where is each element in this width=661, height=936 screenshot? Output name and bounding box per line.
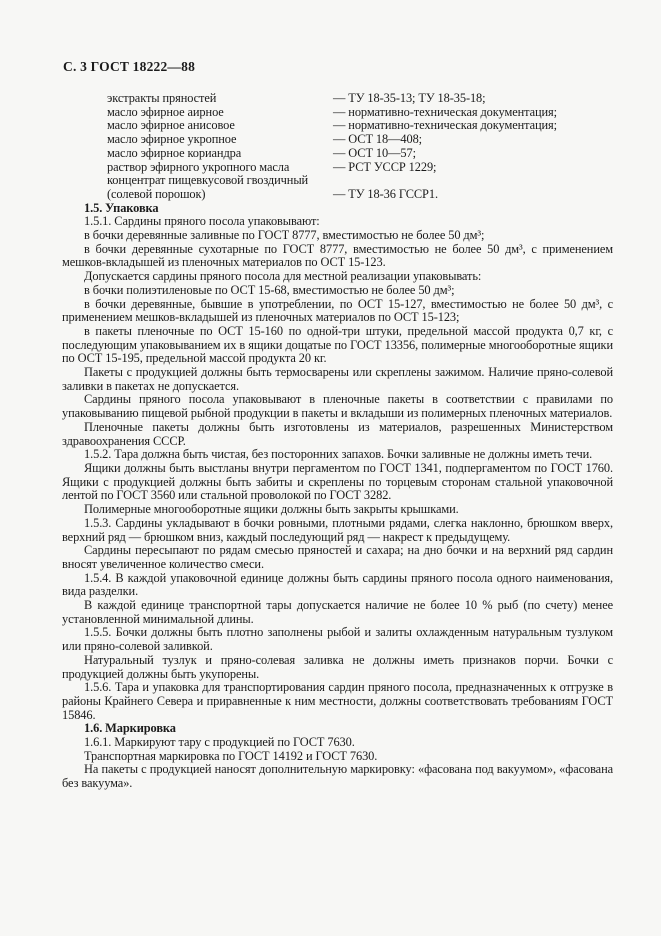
reference-value [333, 174, 613, 188]
reference-list-item [62, 188, 613, 202]
reference-label: масло эфирное кориандра [107, 145, 242, 160]
paragraph: 1.5.4. В каждой упаковочной единице должны быть сардины пряного посола одного наименования, вида разделки. [62, 570, 613, 599]
paragraph: Пленочные пакеты должны быть изготовлены из материалов, разрешенных Министерством здравоохранения СССР. [62, 419, 613, 448]
reference-list [62, 92, 613, 202]
paragraph: На пакеты с продукцией наносят дополнительную маркировку: «фасована под вакуумом», «фасована без вакуума». [62, 762, 613, 791]
reference-value: — РСТ УССР 1229; [333, 159, 437, 174]
paragraph: в бочки деревянные, бывшие в употреблении, по ОСТ 15-127, вместимостью не более 50 дм³, с применением мешков-вкладышей из пленочных материалов по ОСТ 15-123; [62, 296, 613, 325]
reference-label: экстракты пряностей [107, 91, 217, 105]
reference-label: масло эфирное укропное [107, 132, 237, 147]
reference-list-item [62, 174, 613, 188]
paragraph: Натуральный тузлук и пряно-солевая заливка не должны иметь признаков порчи. Бочки с продукцией должны быть укупорены. [62, 652, 613, 681]
paragraph: в бочки деревянные сухотарные по ГОСТ 8777, вместимостью не более 50 дм³, с применением мешков-вкладышей из пленочных материалов по ОСТ 15-123. [62, 241, 613, 270]
paragraph: Сардины пересыпают по рядам смесью пряностей и сахара; на дно бочки и на верхний ряд сардин вносят увеличенное количество смеси. [62, 543, 613, 571]
paragraph: в бочки деревянные заливные по ГОСТ 8777, вместимостью не более 50 дм³; [84, 228, 485, 243]
reference-value: — нормативно-техническая документация; [333, 118, 557, 133]
paragraph: В каждой единице транспортной тары допускается наличие не более 10 % рыб (по счету) менее установленной минимальной длины. [62, 598, 613, 626]
reference-value: — ТУ 18-35-13; ТУ 18-35-18; [333, 91, 486, 105]
document-body [62, 92, 613, 791]
paragraph: Ящики должны быть выстланы внутри пергаментом по ГОСТ 1341, подпергаментом по ГОСТ 1760. Ящики с продукцией должны быть забиты и скреплены по торцевым сторонам стальной упаковочной лентой по ГОСТ 3560 или стальной проволокой по ГОСТ 3282. [62, 460, 613, 503]
reference-value: — нормативно-техническая документация; [333, 104, 557, 119]
reference-list-item [62, 92, 613, 106]
paragraph: Сардины пряного посола упаковывают в пленочные пакеты в соответствии с правилами по упаковыванию пищевой рыбной продукции в пакеты и вкладыши из полимерных пленочных материалов. [62, 392, 613, 421]
paragraph: 1.5.6. Тара и упаковка для транспортирования сардин пряного посола, предназначенных к отгрузке в районы Крайнего Севера и приравненные к ним местности, должны соответствовать требованиям ГОСТ 15846. [62, 680, 613, 722]
section-heading-markirovka: 1.6. Маркировка [84, 721, 176, 736]
reference-list-item [62, 147, 613, 161]
paragraph: 1.5.5. Бочки должны быть плотно заполнены рыбой и залиты охлажденным натуральным тузлуком или пряно-солевой заливкой. [62, 625, 613, 654]
reference-label: раствор эфирного укропного масла [107, 159, 290, 174]
paragraph: в пакеты пленочные по ОСТ 15-160 по одной-три штуки, предельной массой продукта 0,7 кг, с последующим упаковыванием их в ящики дощатые по ГОСТ 13356, полимерные многооборотные ящики по ОСТ 15-195, предельной массой продукта 20 кг. [62, 323, 613, 366]
reference-list-item [62, 133, 613, 147]
paragraph: 1.5.2. Тара должна быть чистая, без посторонних запахов. Бочки заливные не должны иметь течи. [84, 447, 593, 462]
paragraph: Полимерные многооборотные ящики должны быть закрыты крышками. [84, 502, 459, 517]
paragraph: 1.5.3. Сардины укладывают в бочки ровными, плотными рядами, слегка наклонно, брюшком вверх, верхний ряд — брюшком вниз, каждый последующий ряд — накрест к предыдущему. [62, 515, 613, 544]
reference-list-item [62, 119, 613, 133]
section-heading-upakovka: 1.5. Упаковка [84, 200, 159, 215]
reference-value: — ОСТ 18—408; [333, 132, 423, 147]
page-header: С. 3 ГОСТ 18222—88 [63, 59, 196, 74]
paragraph: 1.6.1. Маркируют тару с продукцией по ГОСТ 7630. [84, 735, 355, 750]
reference-label: (солевой порошок) [107, 186, 206, 201]
reference-label: масло эфирное анисовое [107, 118, 235, 133]
paragraph: Транспортная маркировка по ГОСТ 14192 и ГОСТ 7630. [84, 748, 378, 763]
paragraph: 1.5.1. Сардины пряного посола упаковывают: [84, 214, 320, 229]
reference-value: — ТУ 18-36 ГССР1. [333, 186, 438, 201]
reference-list-item [62, 161, 613, 175]
reference-label: концентрат пищевкусовой гвоздичный [107, 173, 309, 188]
reference-label: масло эфирное аирное [107, 104, 224, 119]
paragraph: Пакеты с продукцией должны быть термосварены или скреплены зажимом. Наличие пряно-солевой заливки в пакетах не допускается. [62, 365, 613, 393]
reference-list-item [62, 106, 613, 120]
reference-value: — ОСТ 10—57; [333, 145, 416, 160]
paragraph: в бочки полиэтиленовые по ОСТ 15-68, вместимостью не более 50 дм³; [84, 282, 455, 297]
paragraph: Допускается сардины пряного посола для местной реализации упаковывать: [84, 269, 482, 284]
